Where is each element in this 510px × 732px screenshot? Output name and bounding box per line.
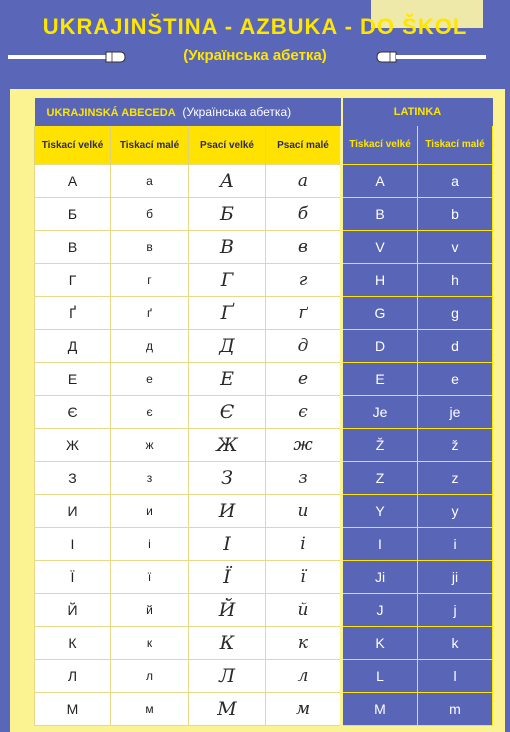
script-lower-cell: г — [266, 264, 342, 297]
ukrainian-alphabet-header — [35, 98, 342, 126]
ukrainian-alphabet-title: UKRAJINSKÁ ABECEDA — [46, 107, 176, 119]
script-lower-cell: д — [266, 330, 342, 363]
printed-upper-cell: М — [35, 693, 111, 726]
latin-upper-cell: K — [342, 627, 418, 660]
latin-lower-cell: k — [418, 627, 493, 660]
table-row — [35, 198, 493, 231]
script-upper-cell: В — [189, 231, 266, 264]
printed-upper-cell: З — [35, 462, 111, 495]
latin-upper-cell: M — [342, 693, 418, 726]
latin-header: LATINKA — [342, 98, 493, 126]
page-title: UKRAJINŠTINA - AZBUKA - DO ŠKOL — [42, 14, 468, 39]
printed-lower-cell: і — [111, 528, 189, 561]
latin-lower-cell: a — [418, 165, 493, 198]
printed-upper-cell: В — [35, 231, 111, 264]
script-lower-cell: і — [266, 528, 342, 561]
col-header-latin-lower: Tiskací malé — [418, 126, 493, 165]
latin-upper-cell: Ji — [342, 561, 418, 594]
table-row — [35, 462, 493, 495]
script-lower-cell: є — [266, 396, 342, 429]
latin-lower-cell: b — [418, 198, 493, 231]
script-upper-cell: З — [189, 462, 266, 495]
printed-upper-cell: І — [35, 528, 111, 561]
latin-lower-cell: ji — [418, 561, 493, 594]
printed-lower-cell: и — [111, 495, 189, 528]
printed-lower-cell: д — [111, 330, 189, 363]
table-row — [35, 594, 493, 627]
script-upper-cell: Л — [189, 660, 266, 693]
table-row — [35, 495, 493, 528]
latin-lower-cell: z — [418, 462, 493, 495]
latin-lower-cell: m — [418, 693, 493, 726]
latin-lower-cell: ž — [418, 429, 493, 462]
script-lower-cell: е — [266, 363, 342, 396]
printed-upper-cell: Г — [35, 264, 111, 297]
printed-upper-cell: Ж — [35, 429, 111, 462]
script-lower-cell: ж — [266, 429, 342, 462]
latin-upper-cell: I — [342, 528, 418, 561]
table-row — [35, 231, 493, 264]
latin-upper-cell: E — [342, 363, 418, 396]
latin-upper-cell: G — [342, 297, 418, 330]
alphabet-table — [34, 98, 493, 726]
script-lower-cell: б — [266, 198, 342, 231]
pointing-hand-right-icon — [376, 50, 486, 64]
latin-upper-cell: B — [342, 198, 418, 231]
table-row — [35, 165, 493, 198]
table-row — [35, 693, 493, 726]
latin-upper-cell: D — [342, 330, 418, 363]
table-row — [35, 627, 493, 660]
latin-lower-cell: i — [418, 528, 493, 561]
printed-lower-cell: м — [111, 693, 189, 726]
latin-upper-cell: J — [342, 594, 418, 627]
script-upper-cell: Г — [189, 264, 266, 297]
printed-upper-cell: Є — [35, 396, 111, 429]
printed-upper-cell: Ґ — [35, 297, 111, 330]
latin-lower-cell: y — [418, 495, 493, 528]
latin-upper-cell: H — [342, 264, 418, 297]
alphabet-rows — [35, 165, 493, 726]
printed-upper-cell: Й — [35, 594, 111, 627]
table-row — [35, 264, 493, 297]
latin-upper-cell: Ž — [342, 429, 418, 462]
script-lower-cell: ї — [266, 561, 342, 594]
printed-upper-cell: А — [35, 165, 111, 198]
printed-lower-cell: ж — [111, 429, 189, 462]
table-row — [35, 297, 493, 330]
printed-upper-cell: Б — [35, 198, 111, 231]
table-row — [35, 330, 493, 363]
latin-lower-cell: l — [418, 660, 493, 693]
latin-upper-cell: Je — [342, 396, 418, 429]
page-header — [0, 0, 510, 88]
script-lower-cell: л — [266, 660, 342, 693]
latin-lower-cell: j — [418, 594, 493, 627]
alphabet-panel — [10, 89, 505, 732]
col-header-script-upper: Psací velké — [189, 126, 266, 165]
table-row — [35, 660, 493, 693]
printed-lower-cell: ї — [111, 561, 189, 594]
script-upper-cell: Б — [189, 198, 266, 231]
latin-upper-cell: A — [342, 165, 418, 198]
latin-upper-cell: Y — [342, 495, 418, 528]
script-lower-cell: к — [266, 627, 342, 660]
script-upper-cell: Й — [189, 594, 266, 627]
script-upper-cell: Ж — [189, 429, 266, 462]
table-row — [35, 363, 493, 396]
printed-upper-cell: Ї — [35, 561, 111, 594]
latin-lower-cell: je — [418, 396, 493, 429]
printed-lower-cell: к — [111, 627, 189, 660]
printed-lower-cell: л — [111, 660, 189, 693]
script-upper-cell: І — [189, 528, 266, 561]
printed-lower-cell: в — [111, 231, 189, 264]
printed-lower-cell: ґ — [111, 297, 189, 330]
printed-lower-cell: б — [111, 198, 189, 231]
script-lower-cell: ґ — [266, 297, 342, 330]
script-upper-cell: А — [189, 165, 266, 198]
latin-lower-cell: d — [418, 330, 493, 363]
printed-upper-cell: К — [35, 627, 111, 660]
printed-lower-cell: є — [111, 396, 189, 429]
printed-lower-cell: г — [111, 264, 189, 297]
col-header-printed-upper: Tiskací velké — [35, 126, 111, 165]
script-lower-cell: и — [266, 495, 342, 528]
page-subtitle: (Українська абетка) — [183, 47, 327, 64]
script-lower-cell: з — [266, 462, 342, 495]
ukrainian-alphabet-subtitle: (Українська абетка) — [182, 105, 292, 119]
table-row — [35, 528, 493, 561]
latin-upper-cell: Z — [342, 462, 418, 495]
script-lower-cell: в — [266, 231, 342, 264]
latin-lower-cell: h — [418, 264, 493, 297]
table-row — [35, 396, 493, 429]
latin-upper-cell: V — [342, 231, 418, 264]
latin-upper-cell: L — [342, 660, 418, 693]
script-upper-cell: Ґ — [189, 297, 266, 330]
printed-lower-cell: е — [111, 363, 189, 396]
col-header-printed-lower: Tiskací malé — [111, 126, 189, 165]
latin-lower-cell: g — [418, 297, 493, 330]
printed-upper-cell: Л — [35, 660, 111, 693]
script-upper-cell: Д — [189, 330, 266, 363]
script-upper-cell: И — [189, 495, 266, 528]
script-lower-cell: й — [266, 594, 342, 627]
printed-upper-cell: Е — [35, 363, 111, 396]
script-upper-cell: Е — [189, 363, 266, 396]
printed-upper-cell: И — [35, 495, 111, 528]
script-upper-cell: Ї — [189, 561, 266, 594]
script-upper-cell: М — [189, 693, 266, 726]
col-header-latin-upper: Tiskací velké — [342, 126, 418, 165]
printed-upper-cell: Д — [35, 330, 111, 363]
script-upper-cell: К — [189, 627, 266, 660]
table-row — [35, 429, 493, 462]
script-lower-cell: а — [266, 165, 342, 198]
script-lower-cell: м — [266, 693, 342, 726]
col-header-script-lower: Psací malé — [266, 126, 342, 165]
printed-lower-cell: з — [111, 462, 189, 495]
script-upper-cell: Є — [189, 396, 266, 429]
table-row — [35, 561, 493, 594]
printed-lower-cell: а — [111, 165, 189, 198]
latin-lower-cell: e — [418, 363, 493, 396]
printed-lower-cell: й — [111, 594, 189, 627]
latin-lower-cell: v — [418, 231, 493, 264]
